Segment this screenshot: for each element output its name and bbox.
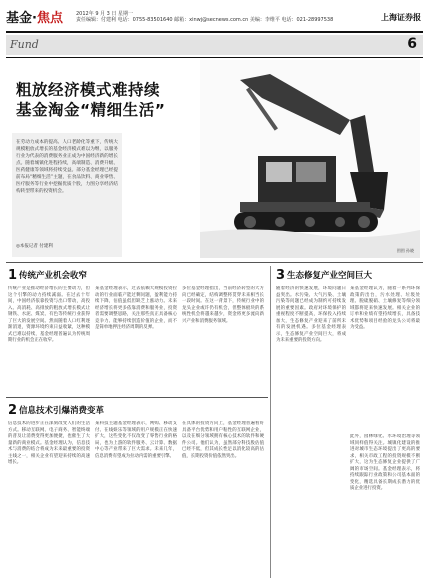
lead-summary-box [12,133,122,257]
section-1-title: 传统产业机会收窄 [19,271,88,281]
editor-info: 责任编辑：付建利 电话：0755-83501640 邮箱：xinwj@secnews.com.cn 美编：李维平 电话：021-28997538 [76,17,334,23]
section-2-title: 信息技术引爆消费变革 [19,406,105,416]
section-label: Fund [10,38,39,51]
lead-byline: ◎本报记者 付建利 [16,244,53,249]
section-3-heading [276,268,372,283]
lead-divider [6,262,423,263]
header-rule [6,31,423,33]
page-header [6,5,423,59]
issue-date: 2012年 9 月 3 日 星期一 [76,11,134,17]
excavator-illustration [200,60,420,258]
section-2-heading [8,403,104,418]
section-2-number: 2 [8,403,18,418]
excavator-photo [200,60,420,258]
section-3-column-b: 某基金经理认为，随着一系列环保政策的出台，污水处理、垃圾处理、脱硫脱硝、土壤修复等细分领域都将迎来快速发展。相关企业的订单和业绩有望持续增长，具备技术优势和项目经验的龙头公司将最为受益。 [350,286,420,330]
section-2-column-a: 信息技术的进步正在深刻改变人们的生活方式。移动互联网、电子商务、智能终端的普及让消费变得更加便捷，也催生了大量新的商业模式。基金经理认为，信息技术与消费的结合将成为未来最重要的投资主线之一，相关企业有望迎来持续的高速增长。 [8,421,90,465]
section-divider [6,397,268,398]
section-1-column-c: 多位基金经理指出，当前经济转型的大方向已经确定，结构调整将贯穿未来相当长一段时间。在这一背景下，传统行业中的龙头企业或许仍有机会，但整体板块的系统性机会将越来越少，资金将更多流向新兴产业和消费服务领域。 [182,286,264,324]
section-2-column-c: 在具体的投资方向上，基金经理普遍看好具备平台优势和用户粘性的互联网企业，以及在细分领域拥有核心技术的软件和硬件公司。他们认为，虽然部分科技股估值已经不低，但其成长性足以消化较高的估值，长期投资价值依然突出。 [182,421,264,459]
header-meta [76,11,333,23]
section-3-title: 生态修复产业空间巨大 [287,271,373,281]
section-prefix: 基金· [6,11,37,26]
paper-name: 上海证券报 [381,12,421,22]
lead-summary-text: 在劳动力成本的提高、人口老龄化等重下，传统大规模粗放式增长的基金经济模式难以为继，以服务行业为代表的消费服务业正成为中国经济新的增长点。随着城镇化进程持续，高端制造、消费升级、医药健康等领域将持续受益。部分基金经理已经提前布局“精细生活”主题，在食品饮料、商业零售、医疗服务等行业中挖掘优质个股，力图分享经济结构转型带来的投资机会。 [16,140,118,194]
page-number: 6 [407,36,417,52]
section-1-heading [8,268,87,283]
section-highlight: 焦点 [36,11,63,26]
lead-headline [16,80,165,120]
section-3-column-a: 随着经济的快速发展，环境问题日益突出。水污染、大气污染、土壤污染等问题已经成为制约可持续发展的重要因素。政府对环境保护的重视程度不断提高，环保投入持续加大，生态修复产业迎来了前所未有的发展机遇。多位基金经理表示，生态修复产业空间巨大，将成为未来重要的投资方向。 [276,286,346,343]
header-band [6,35,423,55]
headline-line-2: 基金淘金“精细生活” [16,101,166,119]
headline-line-1: 粗放经济模式难持续 [16,81,161,99]
section-1-column-b: 某基金经理表示，过去依赖大规模投资拉动的行业面临产能过剩问题，盈利能力持续下降，估值虽低但缺乏上涨动力。未来经济增长将更多依靠消费和服务业，投资者需要调整思路，关注那些真正具备核心竞争力、能够持续创造价值的企业，而不是简单地押注经济周期的反弹。 [95,286,177,330]
section-1-number: 1 [8,268,18,283]
section-2-column-b: 某科技主题基金经理表示，网购、移动支付、在线娱乐等领域的用户规模正在快速扩大，这些变化不仅改变了零售行业的格局，也为上游的软件服务、云计算、数据中心等产业带来了巨大需求。未来几年，信息消费有望成为拉动内需的重要引擎。 [95,421,177,459]
column-divider [270,266,271,578]
section-title [6,7,63,26]
section-1-column-a: 传统产业是推动经济增长的主要动力，但这个引擎的动力持续减弱。在过去十年间，中国经济依靠投资与出口带动，高投入、高消耗、高排放的粗放式增长模式让钢铁、水泥、煤炭、有色等传统行业获得了巨大的发展空间。然而随着人口红利逐渐消退，资源环境约束日益收紧，这种模式已难以持续，基金经理普遍认为传统周期行业的机会正在收窄。 [8,286,90,343]
section-3-column-c: 此外，园林绿化、水环境治理等领域同样值得关注。城镇化建设的推进对城市生态环境提出了更高的要求，相关市政工程的投资规模不断扩大，这为生态修复企业提供了广阔的市场空间。基金经理表示，将持续跟踪行业政策和公司基本面的变化，精选具备长期成长潜力的优质企业进行投资。 [350,434,420,491]
header-rule-bottom [6,57,423,58]
photo-credit: 图图 孙晓 [396,248,414,253]
section-3-number: 3 [276,268,286,283]
